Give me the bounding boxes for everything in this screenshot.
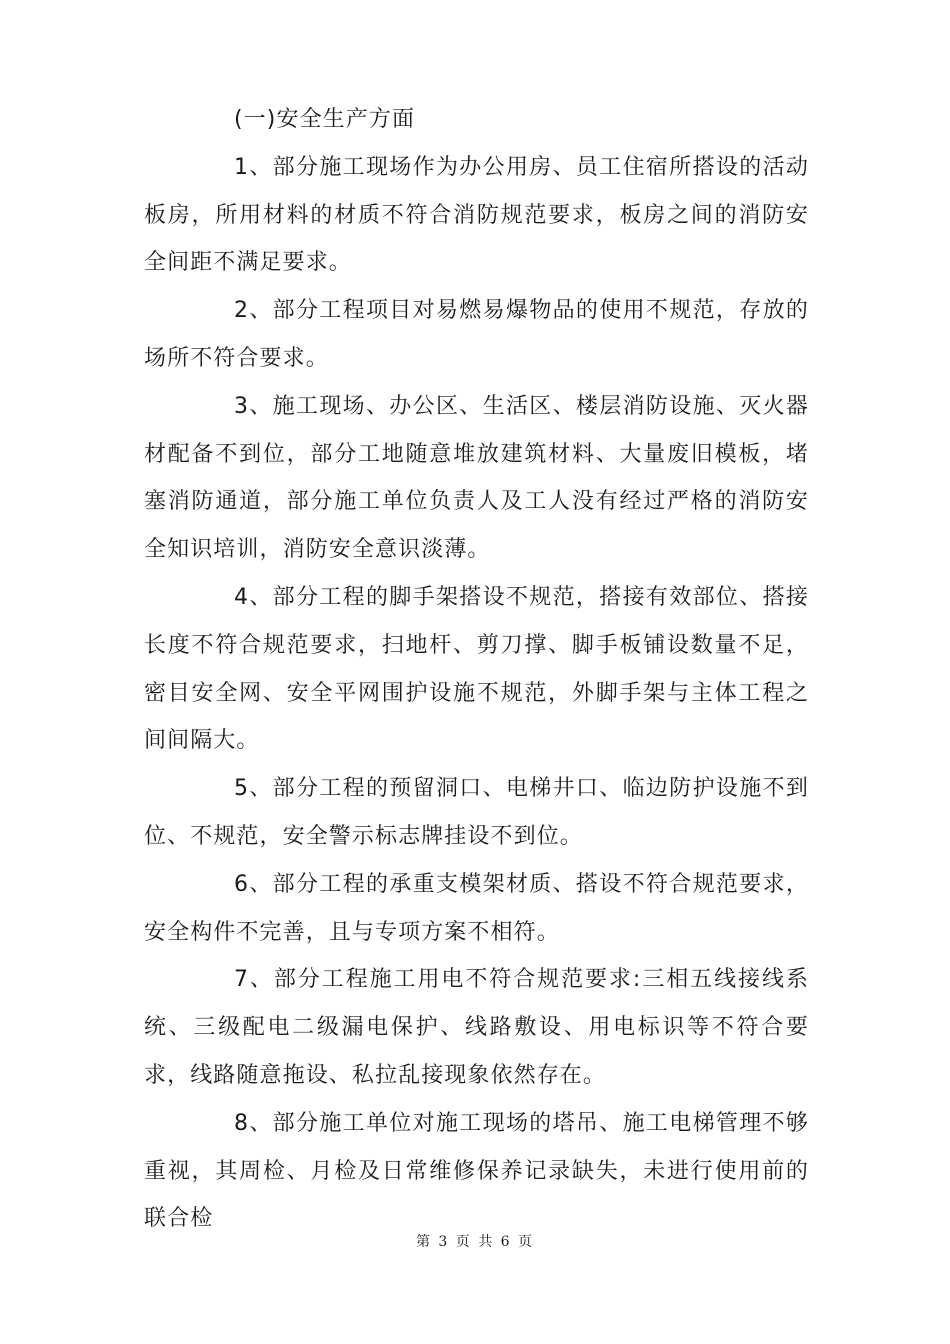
paragraph-8: 8、部分施工单位对施工现场的塔吊、施工电梯管理不够重视，其周检、月检及日常维修保养记录缺失，未进行使用前的联合检 — [144, 1110, 809, 1232]
document-body — [144, 96, 809, 1243]
paragraph-3: 3、施工现场、办公区、生活区、楼层消防设施、灭火器材配备不到位，部分工地随意堆放建筑材料、大量废旧模板，堵塞消防通道，部分施工单位负责人及工人没有经过严格的消防安全知识培训，消防安全意识淡薄。 — [144, 393, 809, 563]
paragraph-4: 4、部分工程的脚手架搭设不规范，搭接有效部位、搭接长度不符合规范要求，扫地杆、剪刀撑、脚手板铺设数量不足，密目安全网、安全平网围护设施不规范，外脚手架与主体工程之间间隔大。 — [144, 584, 809, 754]
paragraph-1: 1、部分施工现场作为办公用房、员工住宿所搭设的活动板房，所用材料的材质不符合消防规范要求，板房之间的消防安全间距不满足要求。 — [144, 154, 809, 276]
paragraph-7: 7、部分工程施工用电不符合规范要求:三相五线接线系统、三级配电二级漏电保护、线路敷设、用电标识等不符合要求，线路随意拖设、私拉乱接现象依然存在。 — [144, 967, 809, 1088]
page-number-footer: 第 3 页 共 6 页 — [415, 1234, 535, 1250]
paragraph-2: 2、部分工程项目对易燃易爆物品的使用不规范，存放的场所不符合要求。 — [144, 298, 809, 371]
paragraph-5: 5、部分工程的预留洞口、电梯井口、临边防护设施不到位、不规范，安全警示标志牌挂设不到位。 — [144, 776, 809, 849]
paragraph-6: 6、部分工程的承重支模架材质、搭设不符合规范要求，安全构件不完善，且与专项方案不相符。 — [144, 871, 809, 945]
section-heading: (一)安全生产方面 — [234, 107, 416, 132]
